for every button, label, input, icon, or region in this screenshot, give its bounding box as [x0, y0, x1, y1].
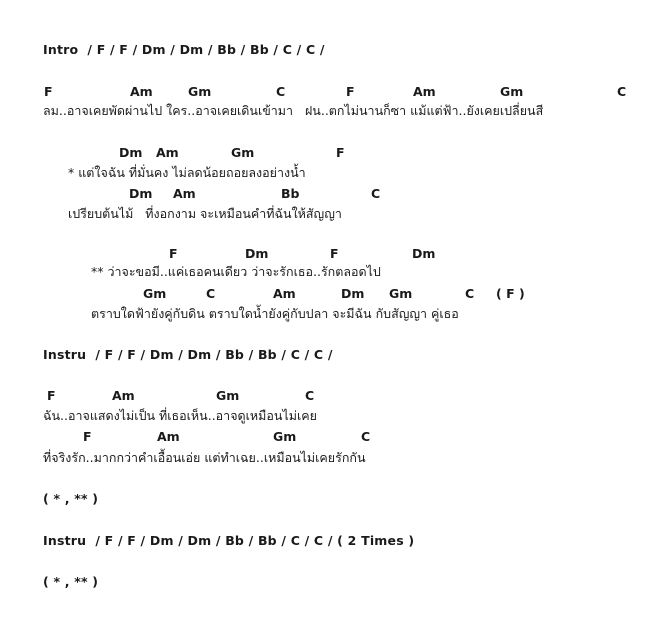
- chorusA-chord-row-1: [0, 147, 670, 161]
- chord: Am: [157, 429, 180, 444]
- chord: Dm: [129, 186, 153, 201]
- intro-line: Intro / F / F / Dm / Dm / Bb / Bb / C / C /: [43, 42, 325, 57]
- chord: Am: [156, 145, 179, 160]
- chord: C: [206, 286, 216, 301]
- chord: Dm: [245, 246, 269, 261]
- verse1-lyric-1: ลม..อาจเคยพัดผ่านไป ใคร..อาจเคยเดินเข้ามา ฝน..ตกไม่นานก็ซา แม้แต่ฟ้า..ยังเคยเปลี่ยนสี: [43, 103, 544, 118]
- chorusB-chord-row-2: [0, 288, 670, 302]
- chord: Dm: [119, 145, 143, 160]
- chord: Gm: [231, 145, 255, 160]
- chord: C: [361, 429, 371, 444]
- chord: F: [83, 429, 92, 444]
- chord: F: [330, 246, 339, 261]
- chord: Am: [273, 286, 296, 301]
- repeat-marker-2: ( * , ** ): [43, 574, 99, 589]
- chord: Gm: [143, 286, 167, 301]
- chord: C: [371, 186, 381, 201]
- chord: C: [276, 84, 286, 99]
- chord: C: [617, 84, 627, 99]
- chord: ( F ): [496, 286, 525, 301]
- repeat-marker-1: ( * , ** ): [43, 491, 99, 506]
- chorusA-chord-row-2: [0, 188, 670, 202]
- chord: Bb: [281, 186, 300, 201]
- chord: Gm: [216, 388, 240, 403]
- chord: Gm: [500, 84, 524, 99]
- chorusB-lyric-2: ตราบใดฟ้ายังคู่กับดิน ตราบใดน้ำยังคู่กับปลา จะมีฉัน กับสัญญา คู่เธอ: [91, 306, 459, 321]
- chord: C: [465, 286, 475, 301]
- chorusB-lyric-1: ** ว่าจะขอมี..แค่เธอคนเดียว ว่าจะรักเธอ..รักตลอดไป: [91, 264, 381, 279]
- instru-line-2: Instru / F / F / Dm / Dm / Bb / Bb / C / C / ( 2 Times ): [43, 533, 415, 548]
- verse2-chord-row-2: [0, 431, 670, 445]
- chord: Am: [413, 84, 436, 99]
- verse2-chord-row-1: [0, 390, 670, 404]
- chord: Gm: [389, 286, 413, 301]
- verse2-lyric-2: ที่จริงรัก..มากกว่าคำเอื้อนเอ่ย แต่ทำเฉย..เหมือนไม่เคยรักกัน: [43, 450, 366, 465]
- chorusA-lyric-1: * แต่ใจฉัน ที่มั่นคง ไม่ลดน้อยถอยลงอย่างน้ำ: [68, 165, 306, 180]
- chord: C: [305, 388, 315, 403]
- chord: Am: [173, 186, 196, 201]
- verse1-chord-row-1: [0, 86, 670, 100]
- chord: Gm: [273, 429, 297, 444]
- chord: Am: [112, 388, 135, 403]
- chord: F: [44, 84, 53, 99]
- chord: F: [336, 145, 345, 160]
- chord: Dm: [412, 246, 436, 261]
- chord: F: [47, 388, 56, 403]
- chorusA-lyric-2: เปรียบต้นไม้ ที่งอกงาม จะเหมือนคำที่ฉันให้สัญญา: [68, 206, 342, 221]
- chord: Gm: [188, 84, 212, 99]
- chord: Dm: [341, 286, 365, 301]
- verse2-lyric-1: ฉัน..อาจแสดงไม่เป็น ที่เธอเห็น..อาจดูเหมือนไม่เคย: [43, 408, 317, 423]
- chorusB-chord-row-1: [0, 248, 670, 262]
- chord: F: [346, 84, 355, 99]
- instru-line-1: Instru / F / F / Dm / Dm / Bb / Bb / C / C /: [43, 347, 333, 362]
- chord: F: [169, 246, 178, 261]
- chord: Am: [130, 84, 153, 99]
